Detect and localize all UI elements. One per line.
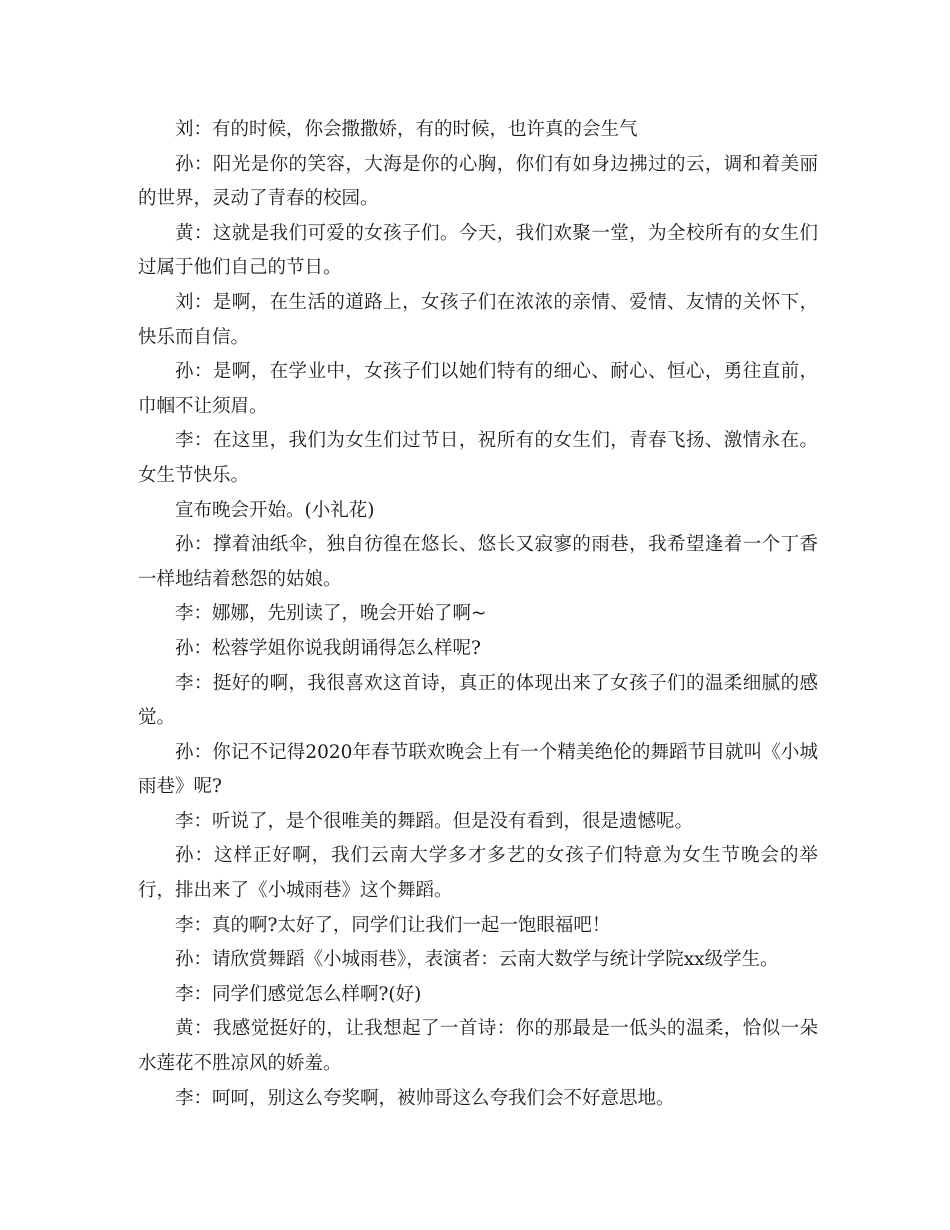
- paragraph-14: 孙：这样正好啊，我们云南大学多才多艺的女孩子们特意为女生节晚会的举行，排出来了《小城雨巷》这个舞蹈。: [138, 845, 818, 902]
- paragraph-7: 宣布晚会开始。(小礼花): [175, 499, 375, 521]
- paragraph-9: 李：娜娜，先别读了，晚会开始了啊~: [175, 603, 487, 625]
- paragraph-19: 李：呵呵，别这么夸奖啊，被帅哥这么夸我们会不好意思地。: [175, 1087, 675, 1109]
- paragraph-12: 孙：你记不记得2020年春节联欢晚会上有一个精美绝伦的舞蹈节目就叫《小城雨巷》呢?: [138, 741, 818, 798]
- paragraph-4: 刘：是啊，在生活的道路上，女孩子们在浓浓的亲情、爱情、友情的关怀下，快乐而自信。: [138, 291, 818, 348]
- paragraph-2: 孙：阳光是你的笑容，大海是你的心胸，你们有如身边拂过的云，调和着美丽的世界，灵动了青春的校园。: [138, 153, 818, 210]
- paragraph-1: 刘：有的时候，你会撒撒娇，有的时候，也许真的会生气: [175, 119, 638, 140]
- paragraph-17: 李：同学们感觉怎么样啊?(好): [175, 983, 422, 1005]
- paragraph-6: 李：在这里，我们为女生们过节日，祝所有的女生们，青春飞扬、激情永在。女生节快乐。: [138, 430, 818, 486]
- paragraph-16: 孙：请欣赏舞蹈《小城雨巷》，表演者：云南大数学与统计学院xx级学生。: [175, 949, 779, 971]
- paragraph-10: 孙：松蓉学姐你说我朗诵得怎么样呢?: [175, 637, 481, 659]
- paragraph-13: 李：听说了，是个很唯美的舞蹈。但是没有看到，很是遗憾呢。: [175, 810, 694, 832]
- paragraph-18: 黄：我感觉挺好的，让我想起了一首诗：你的那最是一低头的温柔，恰似一朵水莲花不胜凉风的娇羞。: [138, 1018, 818, 1075]
- paragraph-8: 孙：撑着油纸伞，独自彷徨在悠长、悠长又寂寥的雨巷，我希望逢着一个丁香一样地结着愁怨的姑娘。: [138, 534, 818, 590]
- document-body: [138, 113, 818, 1116]
- paragraph-11: 李：挺好的啊，我很喜欢这首诗，真正的体现出来了女孩子们的温柔细腻的感觉。: [138, 672, 818, 729]
- paragraph-5: 孙：是啊，在学业中，女孩子们以她们特有的细心、耐心、恒心，勇往直前，巾帼不让须眉。: [138, 361, 818, 417]
- paragraph-15: 李：真的啊?太好了，同学们让我们一起一饱眼福吧！: [175, 914, 611, 936]
- paragraph-3: 黄：这就是我们可爱的女孩子们。今天，我们欢聚一堂，为全校所有的女生们过属于他们自己的节日。: [138, 222, 818, 279]
